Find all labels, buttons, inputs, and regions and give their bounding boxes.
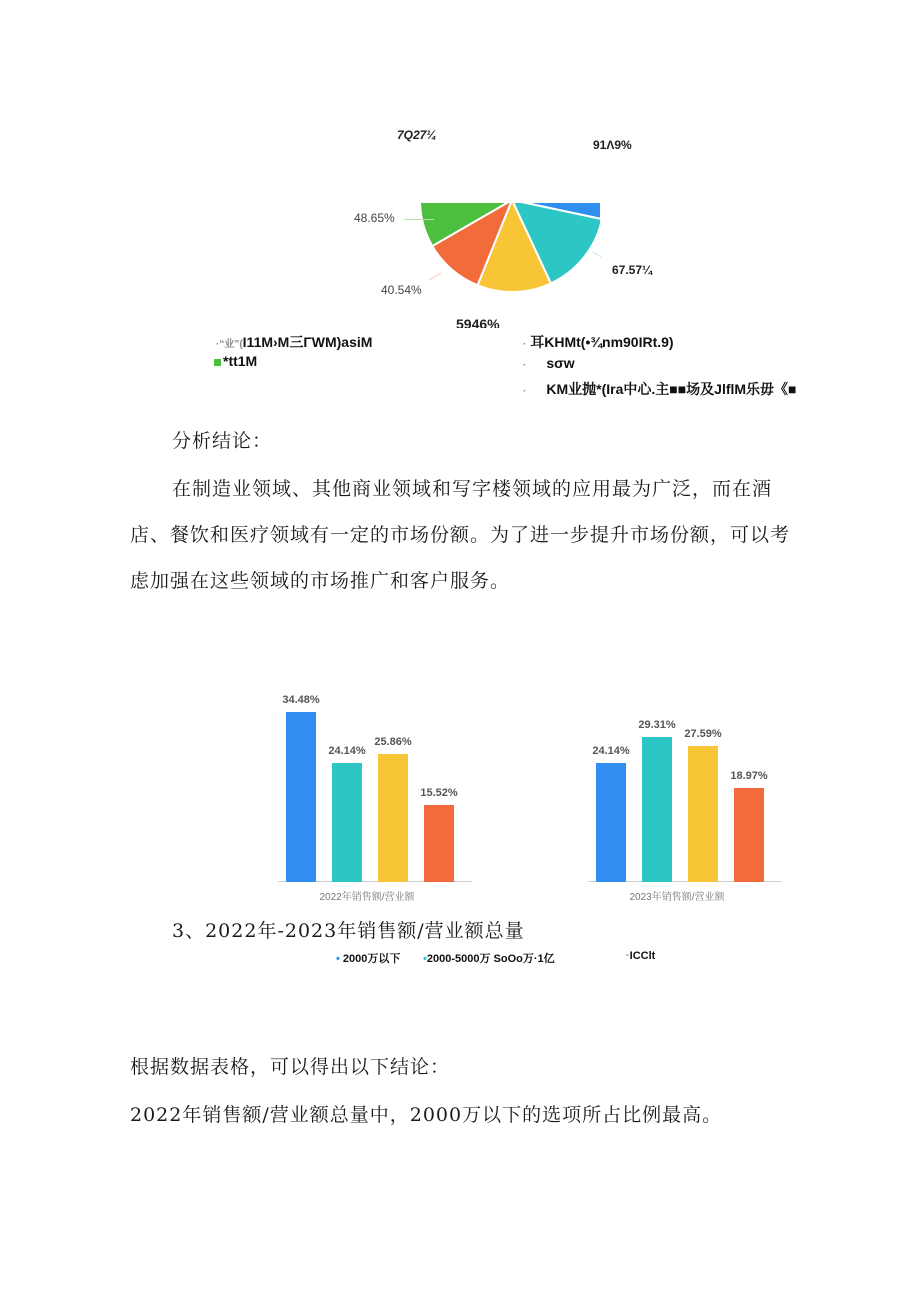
pie-chart bbox=[420, 200, 600, 300]
bar-legend-item-1 bbox=[336, 950, 400, 966]
legend-label: *tt1M bbox=[223, 353, 258, 369]
bar-value-label: 34.48% bbox=[282, 694, 320, 706]
pie-legend-right-1 bbox=[523, 332, 674, 352]
bar-2023-1 bbox=[642, 737, 672, 882]
legend-label: 2000-5000万 SoOo万·1亿 bbox=[426, 953, 555, 965]
pie-legend-right-2 bbox=[523, 355, 575, 371]
bar-chart-2022-title: 2022年销售额/营业额 bbox=[319, 892, 415, 903]
pie-label-top-right: 91Λ9% bbox=[593, 138, 632, 152]
pie-chart-svg bbox=[420, 200, 600, 300]
legend-label: 耳KHMt(•¾nm90IRt.9) bbox=[530, 334, 674, 350]
bar-2023-2 bbox=[688, 746, 718, 882]
legend-dot-icon: • bbox=[336, 953, 340, 965]
pie-leader-left bbox=[404, 219, 434, 220]
legend-label: 2000万以下 bbox=[342, 953, 401, 965]
bar-legend-item-2 bbox=[423, 950, 555, 966]
bar-2022-0 bbox=[286, 712, 316, 882]
bar-chart-2022 bbox=[278, 680, 472, 882]
pie-label-bottom: 5946% bbox=[456, 316, 500, 328]
legend-label: KM业抛*(Ira中心.主■■场及JlflM乐毋《■ bbox=[546, 381, 797, 397]
pie-label-bottom-left: 40.54% bbox=[381, 283, 422, 297]
final-line: 2022年销售额/营业额总量中，2000万以下的选项所占比例最高。 bbox=[130, 1104, 723, 1126]
bar-value-label: 29.31% bbox=[638, 719, 676, 731]
section-title: 3、2022年-2023年销售额/营业额总量 bbox=[172, 920, 525, 942]
legend-dot-icon: · bbox=[523, 386, 527, 397]
bar-value-label: 24.14% bbox=[328, 745, 366, 757]
pie-label-top-left: 7Q27¼ bbox=[397, 128, 437, 142]
bar-value-label: 25.86% bbox=[374, 736, 412, 748]
bar-value-label: 15.52% bbox=[420, 787, 458, 799]
legend-dot-icon: · bbox=[523, 339, 527, 350]
bar-2023-0 bbox=[596, 763, 626, 882]
bar-chart-2023-title: 2023年销售额/营业额 bbox=[629, 892, 725, 903]
pie-legend-left-1 bbox=[216, 332, 372, 352]
legend-label: sσw bbox=[546, 355, 575, 371]
bar-2023-3 bbox=[734, 788, 764, 882]
table-conclusion: 根据数据表格，可以得出以下结论： bbox=[130, 1056, 451, 1078]
conclusion-paragraph: 在制造业领域、其他商业领域和写字楼领域的应用最为广泛，而在酒店、餐饮和医疗领域有一定的市场份额。为了进一步提升市场份额，可以考虑加强在这些领域的市场推广和客户服务。 bbox=[130, 478, 791, 592]
legend-green-square-icon bbox=[214, 359, 221, 366]
pie-legend-right-3 bbox=[523, 379, 797, 399]
legend-dot-icon: · bbox=[626, 950, 630, 962]
bar-legend-item-3 bbox=[626, 950, 655, 962]
pie-legend-left-2 bbox=[214, 353, 257, 369]
bar-value-label: 27.59% bbox=[684, 728, 722, 740]
legend-label: I11M›M三ΓWM)asiM bbox=[242, 334, 373, 350]
bar-2022-3 bbox=[424, 805, 454, 882]
conclusion-heading: 分析结论： bbox=[172, 430, 273, 452]
legend-label: ICClt bbox=[629, 950, 656, 962]
legend-dot-icon: · bbox=[523, 360, 527, 371]
bar-value-label: 24.14% bbox=[592, 745, 630, 757]
bar-value-label: 18.97% bbox=[730, 770, 768, 782]
legend-prefix: ·“业”( bbox=[216, 339, 243, 350]
bar-2022-2 bbox=[378, 754, 408, 882]
bar-2022-1 bbox=[332, 763, 362, 882]
bar-chart-2023 bbox=[588, 680, 782, 882]
pie-label-left: 48.65% bbox=[354, 211, 395, 225]
legend-dot-icon: • bbox=[423, 953, 427, 965]
pie-label-right: 67.57¼ bbox=[612, 263, 653, 277]
